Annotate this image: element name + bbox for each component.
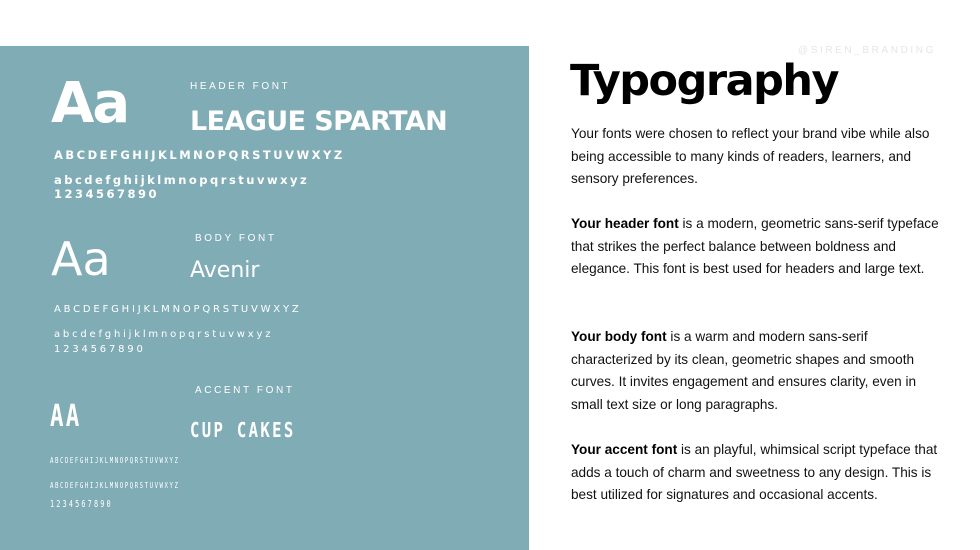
body-font-sample: Aa	[51, 232, 111, 286]
header-font-text: is a modern, geometric sans-serif typeface that strikes the perfect balance between boldness and elegance. This font is best used for headers and large text.	[571, 216, 939, 277]
accent-font-numbers: 1234567890	[50, 499, 113, 510]
accent-font-text: is an playful, whimsical script typeface that adds a touch of charm and sweetness to any design. This is best utilized for signatures and occasional accents.	[571, 442, 938, 503]
body-font-text: is a warm and modern sans-serif characterized by its clean, geometric shapes and smooth curves. It invites engagement and ensures clarity, even in small text size or long paragraphs.	[571, 329, 917, 413]
header-font-name: LEAGUE SPARTAN	[190, 106, 448, 137]
body-font-name: Avenir	[190, 258, 260, 283]
header-font-lead: Your header font	[571, 216, 679, 231]
accent-font-description	[571, 439, 946, 507]
header-font-numbers: 1234567890	[54, 187, 160, 201]
accent-font-label: ACCENT FONT	[195, 385, 295, 396]
accent-font-uppercase: ABCDEFGHIJKLMNOPQRSTUVWXYZ	[50, 456, 180, 465]
intro-text: Your fonts were chosen to reflect your brand vibe while also being accessible to many kinds of readers, learners, and sensory preferences.	[571, 126, 930, 187]
accent-font-lowercase: ABCDEFGHIJKLMNOPQRSTUVWXYZ	[50, 481, 180, 490]
intro-paragraph	[571, 123, 946, 191]
header-font-lowercase: abcdefghijklmnopqrstuvwxyz	[54, 173, 310, 187]
body-font-label: BODY FONT	[195, 233, 277, 244]
body-font-lead: Your body font	[571, 329, 667, 344]
body-font-lowercase: abcdefghijklmnopqrstuvwxyz	[54, 329, 274, 340]
body-font-uppercase: ABCDEFGHIJKLMNOPQRSTUVWXYZ	[54, 304, 302, 315]
header-font-sample: Aa	[51, 71, 129, 136]
brand-handle: @SIREN_BRANDING	[797, 45, 936, 56]
accent-font-lead: Your accent font	[571, 442, 678, 457]
header-font-description	[571, 213, 946, 281]
accent-font-name: CUP CAKES	[190, 418, 296, 442]
header-font-uppercase: ABCDEFGHIJKLMNOPQRSTUVWXYZ	[54, 148, 345, 162]
header-font-label: HEADER FONT	[190, 81, 291, 92]
page-title: Typography	[570, 56, 839, 106]
body-font-numbers: 1234567890	[54, 344, 146, 355]
accent-font-sample: AA	[50, 399, 82, 434]
body-font-description	[571, 326, 946, 417]
